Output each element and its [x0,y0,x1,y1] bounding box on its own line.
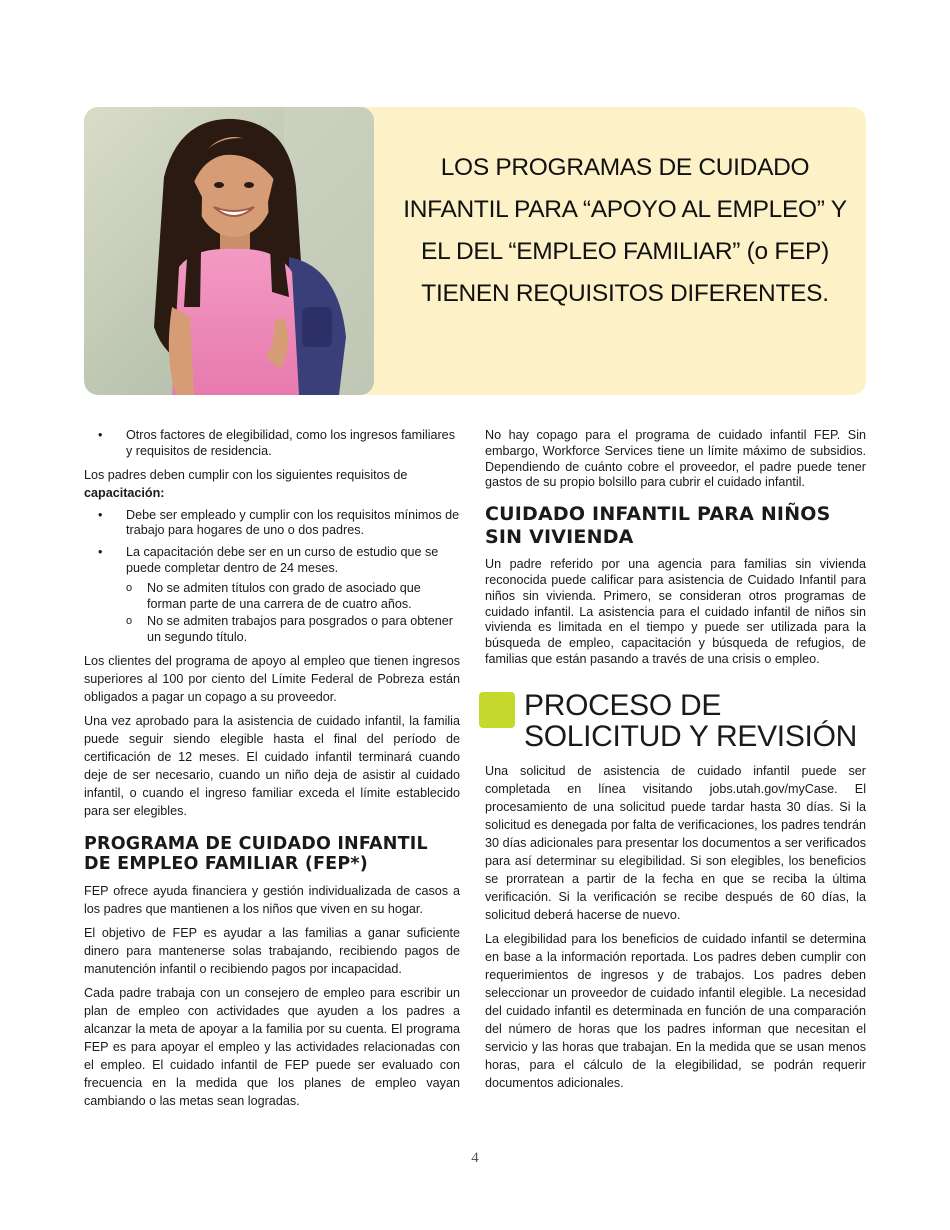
list-item: • La capacitación debe ser en un curso de estudio que se puede completar dentro de 24 meses. o No se admiten títulos con grado de asociado que forman parte de una carrera de de cuatro años. o No se admiten trabajos para posgrados o para obtener un segundo título. [84,545,460,646]
process-heading: PROCESO DE SOLICITUD Y REVISIÓN [524,688,857,753]
list-item: • Otros factores de elegibilidad, como los ingresos familiares y requisitos de residencia. [84,428,460,460]
copay-paragraph: Los clientes del programa de apoyo al empleo que tienen ingresos superiores al 100 por ciento del Límite Federal de Pobreza están obligados a pagar un copago a su proveedor. [84,653,460,704]
fep-heading: PROGRAMA DE CUIDADO INFANTIL DE EMPLEO FAMILIAR (FEP*) [84,833,428,874]
degree-restrictions-list [126,581,460,646]
fep-paragraph: FEP ofrece ayuda financiera y gestión individualizada de casos a los padres que mantienen a los niños que viven en su hogar. [84,883,460,916]
training-requirements-list [84,508,460,646]
hero-banner [84,107,866,395]
approval-paragraph: Una vez aprobado para la asistencia de cuidado infantil, la familia puede seguir siendo elegible hasta el final del período de certificación de 12 meses. El cuidado infantil terminará cuando deje de ser necesario, cuando un niño deja de asistir al cuidado infantil, o cuando el ingreso familiar exceda el límite establecido para ser elegibles. [84,713,460,818]
process-section-header [485,690,866,752]
eligibility-paragraph: La elegibilidad para los beneficios de cuidado infantil se determina en base a la información reportada. Los padres deben cumplir con requerimientos de ingresos y de trabajos. Los padres deben seleccionar un proveedor de cuidado infantil elegible. La necesidad del cuidado infantil es determinada en función de una comparación del número de horas que los padres informan que necesitan el servicio y las horas que trabajan. En la medida que se usan menos horas, para el cálculo de la elegibilidad, se podrán requerir documentos adicionales. [485,931,866,1090]
homeless-paragraph: Un padre referido por una agencia para familias sin vivienda reconocida puede calificar para asistencia de Cuidado Infantil para niños sin vivienda. Primero, se consideran otros programas de cuidado infantil. La asistencia para el cuidado infantil de niños sin vivienda es limitada en el tiempo y puede ser utilizada para la búsqueda de empleo, capacitación y búsqueda de refugios, de familias que están pasando a través de una crisis o empleo. [485,557,866,666]
fep-goal-paragraph: El objetivo de FEP es ayudar a las familias a ganar suficiente dinero para mantenerse solas trabajando, recibiendo pagos de manutención infantil o recibiendo pagos por incapacidad. [84,925,460,976]
list-item: o No se admiten títulos con grado de asociado que forman parte de una carrera de de cuatro años. [126,581,460,613]
right-column [485,428,866,1098]
application-paragraph: Una solicitud de asistencia de cuidado infantil puede ser completada en línea visitando jobs.utah.gov/myCase. El procesamiento de una solicitud puede tardar hasta 30 días. Si la solicitud es denegada por falta de verificaciones, los padres tendrán 30 días adicionales para presentar los documentos a ser verificados para así determinar su elegibilidad. Si son elegibles, los beneficios se prorratean a partir de la fecha en que se reciba la última verificación. Si la verificación se recibe después de 60 días, la solicitud deberá hacerse de nuevo. [485,763,866,922]
page-number: 4 [471,1150,479,1166]
green-square-icon [479,692,515,728]
no-copay-paragraph: No hay copago para el programa de cuidado infantil FEP. Sin embargo, Workforce Services tiene un límite máximo de subsidios. Dependiendo de cuánto cobre el proveedor, el padre puede tener gastos de su propio bolsillo para cubrir el cuidado infantil. [485,428,866,490]
girl-with-backpack-photo [84,107,374,395]
left-column [84,428,460,1116]
training-label: capacitación: [84,485,165,500]
hero-title: LOS PROGRAMAS DE CUIDADO INFANTIL PARA “APOYO AL EMPLEO” Y EL DEL “EMPLEO FAMILIAR” (o FEP) TIENEN REQUISITOS DIFERENTES. [403,154,847,307]
fep-counselor-paragraph: Cada padre trabaja con un consejero de empleo para escribir un plan de empleo con actividades que ayuden a los padres a alcanzar la meta de apoyar a la familia por su cuenta. El programa FEP es para apoyar el empleo y las actividades relacionadas con el empleo. El cuidado infantil de FEP puede ser evaluado con frecuencia en la medida que los planes de empleo vayan cambiando o las metas sean logradas. [84,985,460,1108]
list-item: o No se admiten trabajos para posgrados o para obtener un segundo título. [126,614,460,646]
eligibility-list [84,428,460,460]
homeless-heading: CUIDADO INFANTIL PARA NIÑOS SIN VIVIENDA [485,503,831,549]
training-intro: Los padres deben cumplir con los siguientes requisitos de capacitación: [84,467,408,500]
list-item: • Debe ser empleado y cumplir con los requisitos mínimos de trabajo para hogares de uno o dos padres. [84,508,460,540]
